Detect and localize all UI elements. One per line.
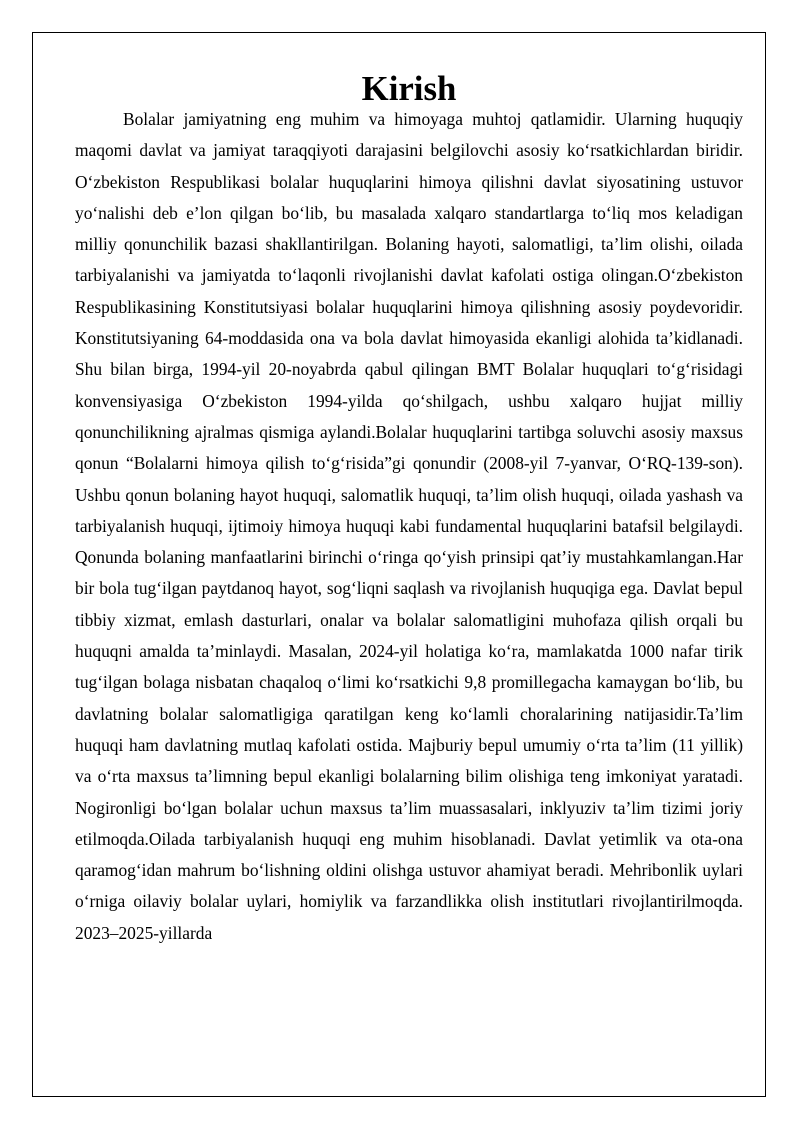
body-paragraph: Bolalar jamiyatning eng muhim va himoyaga muhtoj qatlamidir. Ularning huquqiy maqomi davlat va jamiyat taraqqiyoti darajasini belgilovchi asosiy ko‘rsatkichlardan biridir. O‘zbekiston Respublikasi bolalar huquqlarini himoya qilishni davlat siyosatining ustuvor yo‘nalishi deb e’lon qilgan bo‘lib, bu masalada xalqaro standartlarga to‘liq mos keladigan milliy qonunchilik bazasi shakllantirilgan. Bolaning hayoti, salomatligi, ta’lim olishi, oilada tarbiyalanishi va jamiyatda to‘laqonli rivojlanishi davlat kafolati ostiga olingan.O‘zbekiston Respublikasining Konstitutsiyasi bolalar huquqlarini himoya qilishning asosiy poydevoridir. Konstitutsiyaning 64-moddasida ona va bola davlat himoyasida ekanligi alohida ta’kidlanadi. Shu bilan birga, 1994-yil 20-noyabrda qabul qilingan BMT Bolalar huquqlari to‘g‘risidagi konvensiyasiga O‘zbekiston 1994-yilda qo‘shilgach, ushbu xalqaro hujjat milliy qonunchilikning ajralmas qismiga aylandi.Bolalar huquqlarini tartibga soluvchi asosiy maxsus qonun “Bolalarni himoya qilish to‘g‘risida”gi qonundir (2008-yil 7-yanvar, O‘RQ-139-son). Ushbu qonun bolaning hayot huquqi, salomatlik huquqi, ta’lim olish huquqi, oilada yashash va tarbiyalanish huquqi, ijtimoiy himoya huquqi kabi fundamental huquqlarini batafsil belgilaydi. Qonunda bolaning manfaatlarini birinchi o‘ringa qo‘yish prinsipi qat’iy mustahkamlangan.Har bir bola tug‘ilgan paytdanoq hayot, sog‘liqni saqlash va rivojlanish huquqiga ega. Davlat bepul tibbiy xizmat, emlash dasturlari, onalar va bolalar salomatligini muhofaza qilish orqali bu huquqni amalda ta’minlaydi. Masalan, 2024-yil holatiga ko‘ra, mamlakatda 1000 nafar tirik tug‘ilgan bolaga nisbatan chaqaloq o‘limi ko‘rsatkichi 9,8 promillegacha kamaygan bo‘lib, bu davlatning bolalar salomatligiga qaratilgan keng ko‘lamli choralarining natijasidir.Ta’lim huquqi ham davlatning mutlaq kafolati ostida. Majburiy bepul umumiy o‘rta ta’lim (11 yillik) va o‘rta maxsus ta’limning bepul ekanligi bolalarning bilim olishiga teng imkoniyat yaratadi. Nogironligi bo‘lgan bolalar uchun maxsus ta’lim muassasalari, inklyuziv ta’lim tizimi joriy etilmoqda.Oilada tarbiyalanish huquqi eng muhim hisoblanadi. Davlat yetimlik va ota-ona qaramog‘idan mahrum bo‘lishning oldini olishga ustuvor ahamiyat beradi. Mehribonlik uylari o‘rniga oilaviy bolalar uylari, homiylik va farzandlikka olish institutlari rivojlantirilmoqda. 2023–2025-yillarda xyxy=(75,109,743,943)
document-title: Kirish xyxy=(361,69,457,108)
document-content xyxy=(75,69,743,949)
